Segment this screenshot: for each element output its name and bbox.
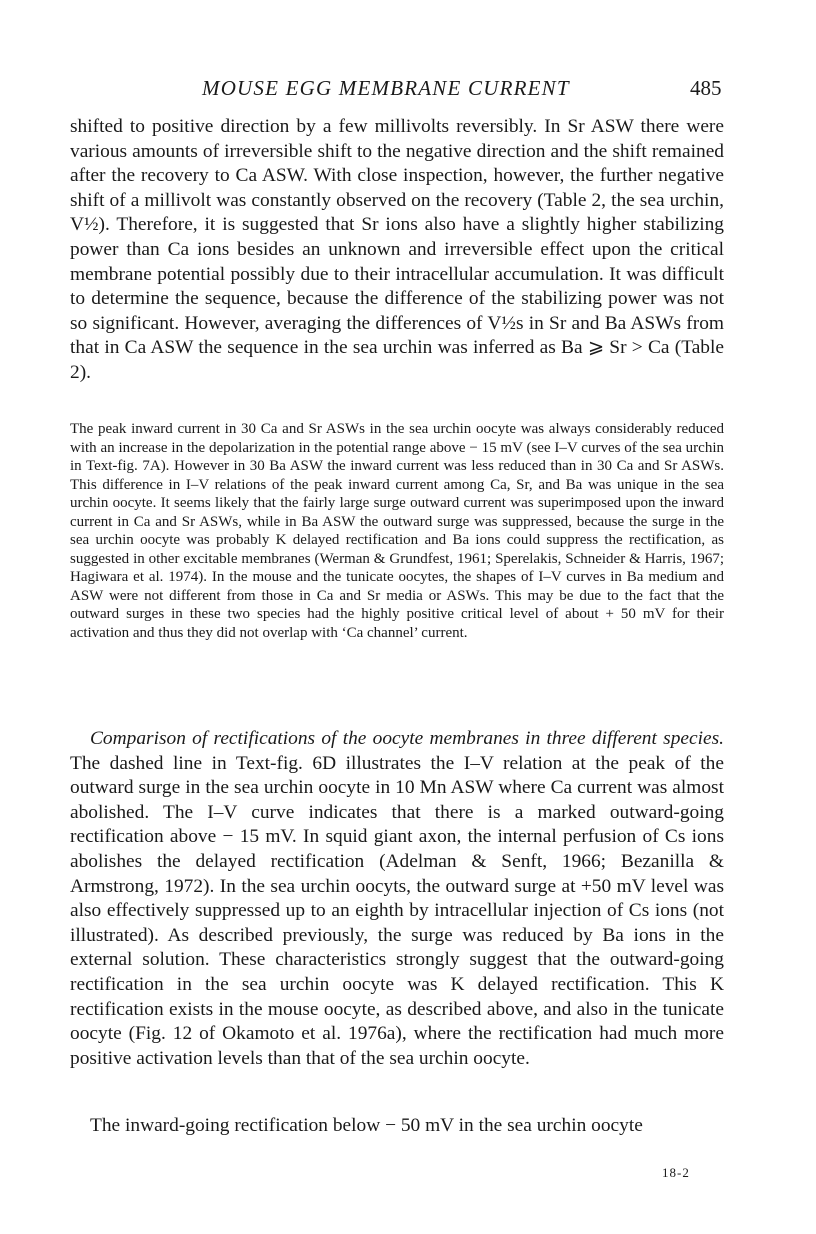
section-heading: Comparison of rectifications of the oocyte membranes in three different species. (90, 728, 724, 749)
page-header (0, 76, 816, 106)
signature-mark: 18-2 (662, 1165, 690, 1180)
body-paragraph-3: The inward-going rectification below − 50 mV in the sea urchin oocyte (90, 1115, 643, 1136)
running-title: MOUSE EGG MEMBRANE CURRENT (202, 76, 570, 100)
body-paragraph-small-print: The peak inward current in 30 Ca and Sr ASWs in the sea urchin oocyte was always considerably reduced with an increase in the depolarization in the potential range above − 15 mV (see I–V curves of the sea urchin in Text-fig. 7A). However in 30 Ba ASW the inward current was less reduced than in 30 Ca and Sr ASWs. This difference in I–V relations of the peak inward current among Ca, Sr, and Ba was unique in the sea urchin oocyte. It seems likely that the fairly large surge outward current was superimposed upon the inward current in Ca and Sr ASWs, while in Ba ASW the outward surge was suppressed, because the surge in the sea urchin oocyte was probably K delayed rectification and Ba ions could suppress the rectification, as suggested in other excitable membranes (Werman & Grundfest, 1961; Sperelakis, Schneider & Harris, 1967; Hagiwara et al. 1974). In the mouse and the tunicate oocytes, the shapes of I–V curves in Ba medium and ASW were not different from those in Ca and Sr media or ASWs. This may be due to the fact that the outward surges in these two species had the highly positive critical level of about + 50 mV for their activation and thus they did not overlap with ‘Ca channel’ current. (70, 421, 724, 641)
body-paragraph-2 (70, 727, 724, 1071)
body-paragraph-2-text: The dashed line in Text-fig. 6D illustrates the I–V relation at the peak of the outward surge in the sea urchin oocyte in 10 Mn ASW where Ca current was almost abolished. The I–V curve indicates that there is a marked outward-going rectification above − 15 mV. In squid giant axon, the internal perfusion of Cs ions abolishes the delayed rectification (Adelman & Senft, 1966; Bezanilla & Armstrong, 1972). In the sea urchin oocyts, the outward surge at +50 mV level was also effectively suppressed up to an eighth by intracellular injection of Cs ions (not illustrated). As described previously, the surge was reduced by Ba ions in the external solution. These characteristics strongly suggest that the outward-going rectification in the sea urchin oocyte was K delayed rectification. This K rectification exists in the mouse oocyte, as described above, and also in the tunicate oocyte (Fig. 12 of Okamoto et al. 1976a), where the rectification had much more positive activation levels than that of the sea urchin oocyte. (70, 752, 724, 1069)
body-paragraph-1: shifted to positive direction by a few millivolts reversibly. In Sr ASW there were various amounts of irreversible shift to the negative direction and the shift remained after the recovery to Ca ASW. With close inspection, however, the further negative shift of a millivolt was constantly observed on the recovery (Table 2, the sea urchin, V½). Therefore, it is suggested that Sr ions also have a slightly higher stabilizing power than Ca ions besides an unknown and irreversible effect upon the critical membrane potential possibly due to their intracellular accumulation. It was difficult to determine the sequence, because the difference of the stabilizing power was not so significant. However, averaging the differences of V½s in Sr and Ba ASWs from that in Ca ASW the sequence in the sea urchin was inferred as Ba ⩾ Sr > Ca (Table 2). (70, 116, 724, 383)
page-number: 485 (690, 76, 722, 100)
